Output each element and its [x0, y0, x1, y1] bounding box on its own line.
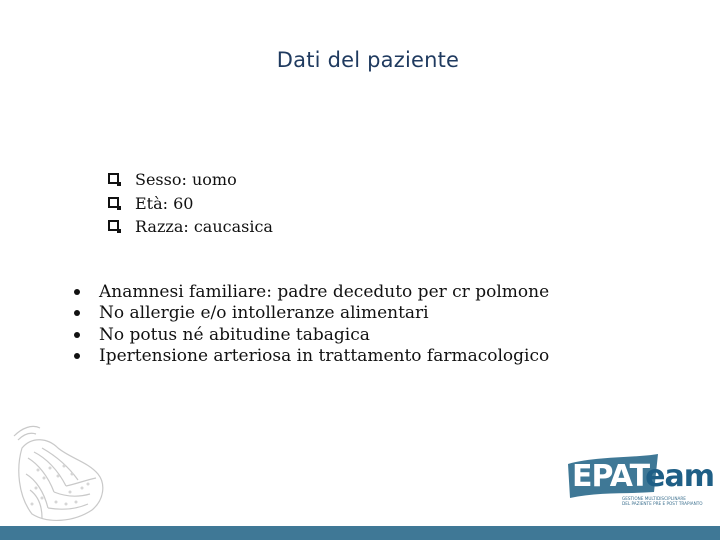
list-item [72, 303, 549, 325]
epateam-logo [566, 452, 714, 518]
checkbox-bullet-icon [108, 197, 119, 208]
patient-info-list [108, 168, 273, 239]
list-item-text: Razza: caucasica [135, 217, 273, 237]
checkbox-bullet-icon [108, 173, 119, 184]
logo-subtitle-line: DEL PAZIENTE PRE E POST TRAPIANTO [622, 501, 703, 506]
list-item [108, 168, 273, 192]
liver-illustration-icon [8, 418, 110, 526]
bullet-icon [74, 289, 80, 295]
footer-bar [0, 526, 720, 540]
list-item-text: Età: 60 [135, 193, 194, 213]
list-item [72, 281, 549, 303]
logo-word-part1: EPAT [572, 459, 646, 494]
bullet-icon [74, 332, 80, 338]
list-item-text: Anamnesi familiare: padre deceduto per cr polmone [99, 281, 550, 302]
list-item-text: No potus né abitudine tabagica [99, 324, 370, 345]
bullet-icon [74, 310, 80, 316]
slide-title: Dati del paziente [276, 48, 460, 72]
list-item-text: No allergie e/o intolleranze alimentari [99, 303, 429, 324]
checkbox-bullet-icon [108, 220, 119, 231]
list-item [72, 324, 549, 346]
list-item [72, 346, 549, 368]
list-item-text: Sesso: uomo [135, 170, 237, 190]
logo-subtitle-line: GESTIONE MULTIDISCIPLINARE [622, 496, 686, 501]
history-list [72, 281, 549, 367]
list-item [108, 192, 273, 216]
list-item-text: Ipertensione arteriosa in trattamento farmacologico [99, 346, 550, 367]
list-item [108, 215, 273, 239]
logo-wordmark [572, 459, 714, 494]
logo-word-part2: eam [645, 459, 714, 494]
logo-subtitle [622, 496, 714, 506]
bullet-icon [74, 353, 80, 359]
